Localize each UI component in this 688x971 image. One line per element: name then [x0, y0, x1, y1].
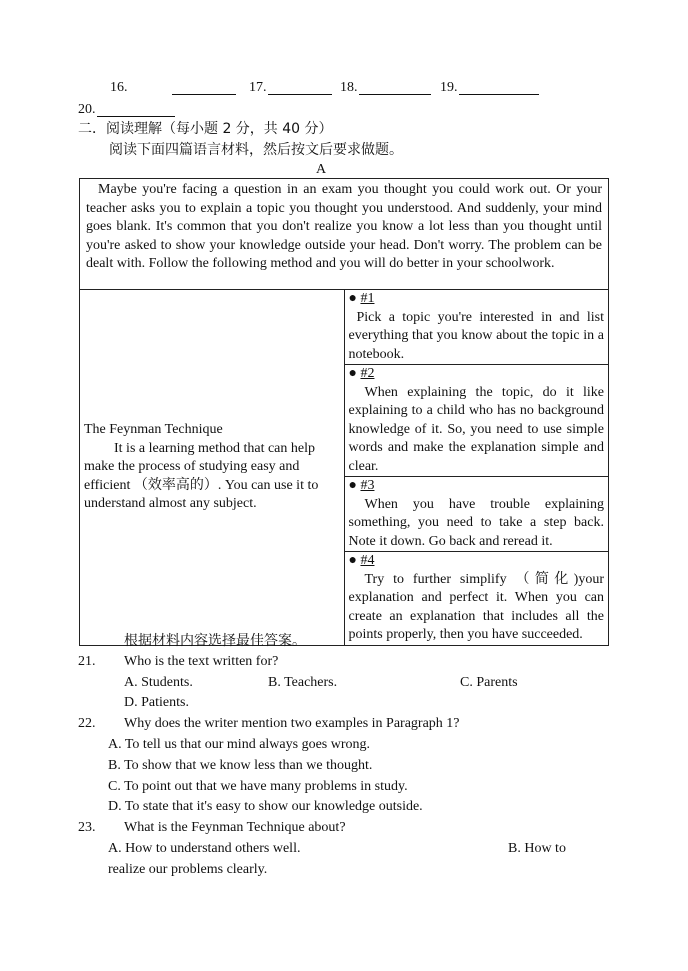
blank-20: [78, 101, 96, 119]
step-header: [349, 290, 605, 309]
question-23-option-b[interactable]: B. How to: [508, 841, 566, 856]
blank-number: 19.: [440, 80, 458, 95]
section-instruction: 阅读下面四篇语言材料，然后按文后要求做题。: [109, 142, 403, 158]
passage-label: A: [316, 162, 327, 177]
intro-cell: [80, 179, 609, 290]
answer-blank-19[interactable]: [459, 80, 539, 95]
technique-cell: [80, 290, 345, 646]
blank-number: 17.: [249, 80, 267, 95]
bullet-icon: ●: [348, 291, 357, 306]
step-text: When explaining the topic, do it like explaining to a child who has no background knowledge of it. So, you need to use simple words and make the explanation simple and clear.: [348, 384, 604, 474]
step-number: #4: [360, 553, 375, 568]
question-22-option-c[interactable]: C. To point out that we have many problems in study.: [108, 779, 408, 794]
blank-number: 20.: [78, 102, 96, 117]
blank-18: [340, 79, 358, 97]
answer-blank-18[interactable]: [359, 80, 431, 95]
section-heading: 二．阅读理解（每小题 2 分，共 40 分）: [78, 121, 333, 137]
step-text: Pick a topic you're interested in and list everything that you know about the topic in a notebook.: [348, 309, 604, 362]
blank-16: [110, 79, 128, 97]
question-22-number: 22.: [78, 716, 96, 731]
question-23-option-b-continued: realize our problems clearly.: [108, 862, 268, 877]
question-23-option-a[interactable]: A. How to understand others well.: [108, 841, 301, 856]
answer-blank-20[interactable]: [97, 102, 175, 117]
question-21-option-c[interactable]: C. Parents: [460, 675, 518, 690]
answer-blank-17[interactable]: [268, 80, 332, 95]
intro-text: Maybe you're facing a question in an exam you thought you could work out. Or your teacher asks you to explain a topic you thought you understood. And suddenly, your mind goes blank. It's common that you don't realize you know a lot less than you thought until you're asked to show your knowledge outside your head. Don't worry. The problem can be dealt with. Follow the following method and you will do better in your schoolwork.: [86, 182, 602, 271]
question-22-option-b[interactable]: B. To show that we know less than we thought.: [108, 758, 373, 773]
bullet-icon: ●: [348, 366, 357, 381]
passage-table: [79, 178, 609, 646]
bullet-icon: ●: [348, 478, 357, 493]
step-cell-3: [344, 477, 609, 552]
question-21-option-a[interactable]: A. Students.: [124, 675, 193, 690]
step-number: #1: [360, 291, 375, 306]
question-21-stem: Who is the text written for?: [124, 654, 279, 669]
step-text: When you have trouble explaining something, you need to take a step back. Note it down. Go back and reread it.: [348, 496, 604, 549]
answer-blank-16[interactable]: [172, 80, 236, 95]
step-header: [349, 552, 605, 571]
question-21-option-b[interactable]: B. Teachers.: [268, 675, 338, 690]
technique-description: It is a learning method that can help make the process of studying easy and efficient （效率高的）. You can use it to understand almost any subject.: [84, 440, 319, 511]
question-23-stem: What is the Feynman Technique about?: [124, 820, 346, 835]
step-cell-2: [344, 365, 609, 477]
bullet-icon: ●: [348, 553, 357, 568]
question-22-stem: Why does the writer mention two examples in Paragraph 1?: [124, 716, 460, 731]
question-21-option-d[interactable]: D. Patients.: [124, 695, 189, 710]
blank-number: 18.: [340, 80, 358, 95]
question-21-number: 21.: [78, 654, 96, 669]
blank-number: 16.: [110, 80, 128, 95]
step-row-1: [80, 290, 609, 365]
questions-intro: 根据材料内容选择最佳答案。: [124, 633, 306, 649]
step-header: [349, 365, 605, 384]
step-number: #2: [360, 366, 375, 381]
technique-title: The Feynman Technique: [84, 422, 223, 437]
question-22-option-d[interactable]: D. To state that it's easy to show our knowledge outside.: [108, 799, 423, 814]
step-cell-4: [344, 552, 609, 646]
step-cell-1: [344, 290, 609, 365]
blank-17: [249, 79, 267, 97]
question-23-number: 23.: [78, 820, 96, 835]
question-22-option-a[interactable]: A. To tell us that our mind always goes wrong.: [108, 737, 371, 752]
blank-19: [440, 79, 458, 97]
step-number: #3: [360, 478, 375, 493]
intro-row: [80, 179, 609, 290]
step-text: Try to further simplify （简化)your explanation and perfect it. When you can create an explanation that includes all the points properly, then you have succeeded.: [348, 571, 604, 642]
step-header: [349, 477, 605, 496]
